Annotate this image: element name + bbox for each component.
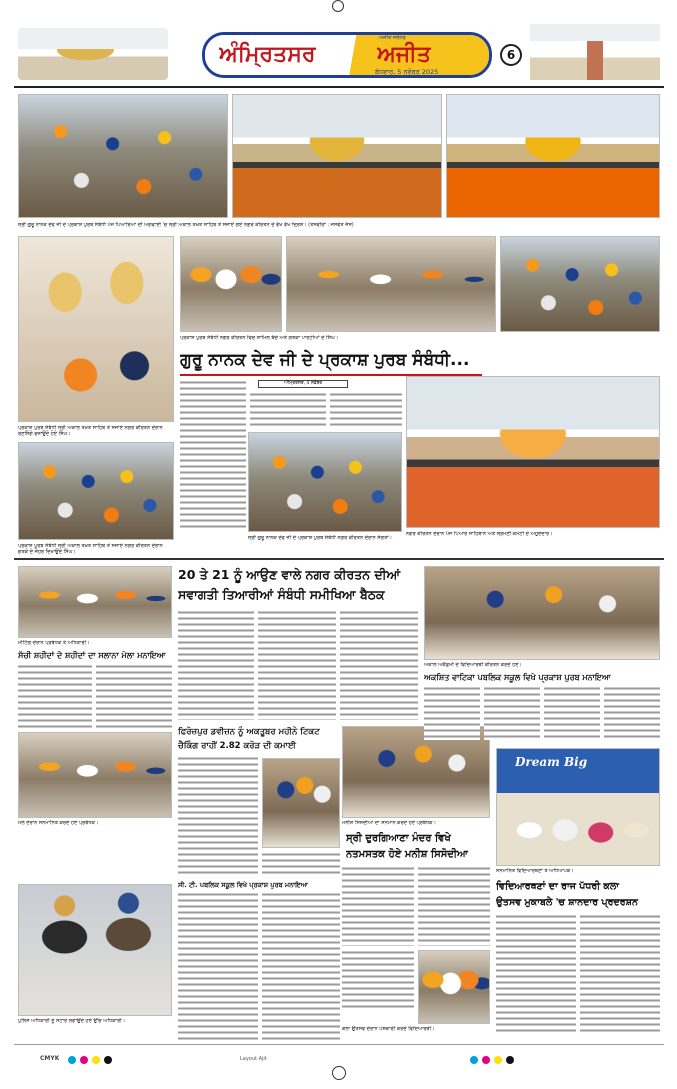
caption-center-lower: ਸ੍ਰੀ ਗੁਰੂ ਨਾਨਕ ਦੇਵ ਜੀ ਦੇ ਪ੍ਰਕਾਸ਼ ਪੁਰਬ ਸੰਬੰਧੀ ਨਗਰ ਕੀਰਤਨ ਦੌਰਾਨ ਸੰਗਤਾਂ। xyxy=(248,535,393,541)
caption-top-row: ਸ੍ਰੀ ਗੁਰੂ ਨਾਨਕ ਦੇਵ ਜੀ ਦੇ ਪ੍ਰਕਾਸ਼ ਪੁਰਬ ਸੰਬੰਧੀ ਪੰਜ ਪਿਆਰਿਆਂ ਦੀ ਅਗਵਾਈ 'ਚ ਸ੍ਰੀ ਅਕਾਲ ਤਖ਼ਤ ਸਾਹਿਬ ਤੋਂ ਸਜਾਏ ਗਏ ਨਗਰ ਕੀਰਤਨ ਦੇ ਵੱਖ ਵੱਖ ਦ੍ਰਿਸ਼। (ਤਸਵੀਰਾਂ : ਜਸਵੰਤ ਜੱਸ) xyxy=(18,222,354,228)
railway-article-col-1 xyxy=(178,756,258,876)
mela-article-col-1 xyxy=(18,664,92,728)
cyan-dot-right xyxy=(470,1056,478,1064)
photo-gatka xyxy=(18,442,174,540)
caption-police: ਪੁਲਿਸ ਅਧਿਕਾਰੀ ਨੂੰ ਸਟਾਰ ਲਗਾਉਂਦੇ ਹੋਏ ਉੱਚ ਅਧਿਕਾਰੀ। xyxy=(18,1018,126,1024)
main-article-col-3 xyxy=(330,392,402,428)
photo-nagar-kirtan-1 xyxy=(18,94,228,218)
page-number-badge xyxy=(500,44,522,66)
headline-durgiana-1: ਸ੍ਰੀ ਦੁਰਗਿਆਣਾ ਮੰਦਰ ਵਿਖੇ xyxy=(346,833,451,844)
footer-rule xyxy=(14,1044,664,1045)
caption-right-lower: ਨਗਰ ਕੀਰਤਨ ਦੌਰਾਨ ਪੰਜ ਪਿਆਰੇ ਸਾਹਿਬਾਨ ਅਤੇ ਸ਼੍ਰੋਮਣੀ ਕਮੇਟੀ ਦੇ ਅਹੁਦੇਦਾਰ। xyxy=(406,531,553,537)
temple-vignette-right xyxy=(530,24,660,80)
registration-mark-bottom xyxy=(332,1066,346,1080)
mela-article-col-2 xyxy=(96,664,172,728)
masthead-title-left: ਅੰਮ੍ਰਿਤਸਰ xyxy=(219,41,316,67)
students-article-col-2 xyxy=(580,914,660,1032)
photo-ransinga xyxy=(18,236,174,422)
kirtan-article-col-2 xyxy=(258,610,336,720)
school-article-col-2 xyxy=(484,686,540,740)
main-headline: ਗੁਰੂ ਨਾਨਕ ਦੇਵ ਜੀ ਦੇ ਪ੍ਰਕਾਸ਼ ਪੁਰਬ ਸੰਬੰਧੀ... xyxy=(180,344,482,376)
photo-students-bottom xyxy=(418,950,490,1024)
headline-nagar-kirtan-2: ਸਵਾਗਤੀ ਤਿਆਰੀਆਂ ਸੰਬੰਧੀ ਸਮੀਖਿਆ ਬੈਠਕ xyxy=(178,587,385,602)
headline-railway-2: ਚੈਕਿੰਗ ਰਾਹੀਂ 2.82 ਕਰੋੜ ਦੀ ਕਮਾਈ xyxy=(178,741,296,751)
photo-procession-center xyxy=(248,432,402,532)
caption-ransinga: ਪ੍ਰਕਾਸ਼ ਪੁਰਬ ਸੰਬੰਧੀ ਸ੍ਰੀ ਅਕਾਲ ਤਖ਼ਤ ਸਾਹਿਬ ਤੋਂ ਸਜਾਏ ਨਗਰ ਕੀਰਤਨ ਦੌਰਾਨ ਰਣਸਿੰਗੇ ਵਜਾਉਂਦੇ ਹੋਏ ਸਿੰਘ। xyxy=(18,425,163,437)
photo-nagar-kirtan-3 xyxy=(446,94,660,218)
police-article-col-2 xyxy=(262,892,340,1042)
print-info: Layout Ajit xyxy=(240,1056,267,1062)
kirtan-article-col-1 xyxy=(178,610,254,720)
headline-students-1: ਵਿਦਿਆਰਥਣਾਂ ਦਾ ਰਾਜ ਪੱਧਰੀ ਕਲਾ xyxy=(496,881,620,892)
photo-child-kirtan xyxy=(180,236,282,332)
cyan-dot xyxy=(68,1056,76,1064)
cmyk-color-bar xyxy=(40,1054,200,1066)
photo-dream-big xyxy=(496,748,660,866)
caption-school-kirtan: ਅਕਾਲ ਅਕੈਡਮੀ ਦੇ ਵਿਦਿਆਰਥੀ ਕੀਰਤਨ ਕਰਦੇ ਹੋਏ। xyxy=(424,662,522,668)
school-article-col-4 xyxy=(604,686,660,740)
headline-students-2: ਉਤਸਵ ਮੁਕਾਬਲੇ 'ਚ ਸ਼ਾਨਦਾਰ ਪ੍ਰਦਰਸ਼ਨ xyxy=(496,897,638,908)
golden-temple-vignette-left xyxy=(18,28,168,80)
durgiana-article-col-1 xyxy=(342,866,414,946)
caption-mid-row: ਪ੍ਰਕਾਸ਼ ਪੁਰਬ ਸੰਬੰਧੀ ਨਗਰ ਕੀਰਤਨ ਵਿਚ ਸ਼ਾਮਿਲ ਬੱਚੇ ਅਤੇ ਗਤਕਾ ਪਾਰਟੀਆਂ ਦੇ ਸਿੰਘ। xyxy=(180,335,339,341)
headline-railway-1: ਫਿਰੋਜ਼ਪੁਰ ਡਵੀਜ਼ਨ ਨੂੰ ਅਕਤੂਬਰ ਮਹੀਨੇ ਟਿਕਟ xyxy=(178,727,320,737)
bottom-article-col-3 xyxy=(342,950,414,1010)
photo-school-kirtan xyxy=(424,566,660,660)
photo-gatka-performer xyxy=(500,236,660,332)
photo-police-officers xyxy=(18,884,172,1016)
photo-railway-award xyxy=(262,758,340,848)
headline-mela: ਸੱਚੀ ਸ਼ਹੀਦਾਂ ਦੇ ਸ਼ਹੀਦਾਂ ਦਾ ਸਲਾਨਾ ਮੇਲਾ ਮਨਾਇਆ xyxy=(18,651,166,660)
masthead xyxy=(14,10,664,88)
masthead-banner xyxy=(202,32,492,78)
photo-palki-sahib-canopy xyxy=(406,376,660,528)
caption-students-bottom: ਕਲਾ ਉਤਸਵ ਦੌਰਾਨ ਪੇਸ਼ਕਾਰੀ ਕਰਦੇ ਵਿਦਿਆਰਥੀ। xyxy=(342,1026,435,1032)
black-dot-right xyxy=(506,1056,514,1064)
photo-meeting-group xyxy=(18,566,172,638)
byline: ਅੰਮ੍ਰਿਤਸਰ, 4 ਨਵੰਬਰ xyxy=(283,381,323,386)
kirtan-article-col-3 xyxy=(340,610,418,720)
magenta-dot-right xyxy=(482,1056,490,1064)
photo-nagar-kirtan-2 xyxy=(232,94,442,218)
headline-school: ਅਕਸ਼ਿਤ ਵਾਟਿਕਾ ਪਬਲਿਕ ਸਕੂਲ ਵਿਖੇ ਪ੍ਰਕਾਸ਼ ਪੁਰਬ ਮਨਾਇਆ xyxy=(424,673,611,682)
page-number: 6 xyxy=(506,48,516,62)
cmyk-label: CMYK xyxy=(40,1055,60,1062)
masthead-date: ਬੁੱਧਵਾਰ, 5 ਨਵੰਬਰ 2025 xyxy=(375,68,439,76)
section-divider xyxy=(14,558,664,560)
police-article-col-1 xyxy=(178,892,258,1042)
caption-sisodia: ਮਨੀਸ਼ ਸਿਸੋਦੀਆ ਦਾ ਸਨਮਾਨ ਕਰਦੇ ਹੋਏ ਪ੍ਰਬੰਧਕ। xyxy=(342,820,436,826)
railway-article-col-2 xyxy=(262,852,340,876)
headline-durgiana-2: ਨਤਮਸਤਕ ਹੋਏ ਮਨੀਸ਼ ਸਿਸੋਦੀਆ xyxy=(346,849,468,860)
magenta-dot xyxy=(80,1056,88,1064)
main-article-col-1 xyxy=(180,380,246,530)
durgiana-article-col-2 xyxy=(418,866,490,946)
dream-big-banner: Dream Big xyxy=(515,755,588,769)
main-article-col-2 xyxy=(250,392,326,428)
photo-children-group xyxy=(286,236,496,332)
registration-mark-top xyxy=(332,0,344,12)
headline-nagar-kirtan-1: 20 ਤੇ 21 ਨੂੰ ਆਉਣ ਵਾਲੇ ਨਗਰ ਕੀਰਤਨ ਦੀਆਂ xyxy=(178,567,401,582)
caption-meeting: ਮੀਟਿੰਗ ਦੌਰਾਨ ਪ੍ਰਬੰਧਕ ਤੇ ਅਧਿਕਾਰੀ। xyxy=(18,640,90,646)
photo-mela-honour xyxy=(18,732,172,818)
headline-police-badge: ਸੀ. ਟੀ. ਪਬਲਿਕ ਸਕੂਲ ਵਿਖੇ ਪ੍ਰਕਾਸ਼ ਪੁਰਬ ਮਨਾਇਆ xyxy=(178,881,308,889)
masthead-title-right: ਅਜੀਤ xyxy=(377,41,431,67)
yellow-dot xyxy=(92,1056,100,1064)
masthead-tagline: ਅਜੀਤ ਜਲੰਧਰ xyxy=(379,35,406,41)
school-article-col-3 xyxy=(544,686,600,740)
caption-dream-big: ਸਨਮਾਨਿਤ ਵਿਦਿਆਰਥਣਾਂ ਤੇ ਅਧਿਆਪਕ। xyxy=(496,868,574,874)
cmyk-color-bar-right xyxy=(470,1054,550,1066)
yellow-dot-right xyxy=(494,1056,502,1064)
caption-mela: ਮੇਲੇ ਦੌਰਾਨ ਸਨਮਾਨਿਤ ਕਰਦੇ ਹੋਏ ਪ੍ਰਬੰਧਕ। xyxy=(18,820,99,826)
school-article-col-1 xyxy=(424,686,480,740)
caption-gatka: ਪ੍ਰਕਾਸ਼ ਪੁਰਬ ਸੰਬੰਧੀ ਸ੍ਰੀ ਅਕਾਲ ਤਖ਼ਤ ਸਾਹਿਬ ਤੋਂ ਸਜਾਏ ਨਗਰ ਕੀਰਤਨ ਦੌਰਾਨ ਗਤਕੇ ਦੇ ਜੌਹਰ ਦਿਖਾਉਂਦੇ ਸਿੰਘ। xyxy=(18,543,163,555)
black-dot xyxy=(104,1056,112,1064)
byline-box xyxy=(258,380,348,388)
students-article-col-1 xyxy=(496,914,576,1032)
